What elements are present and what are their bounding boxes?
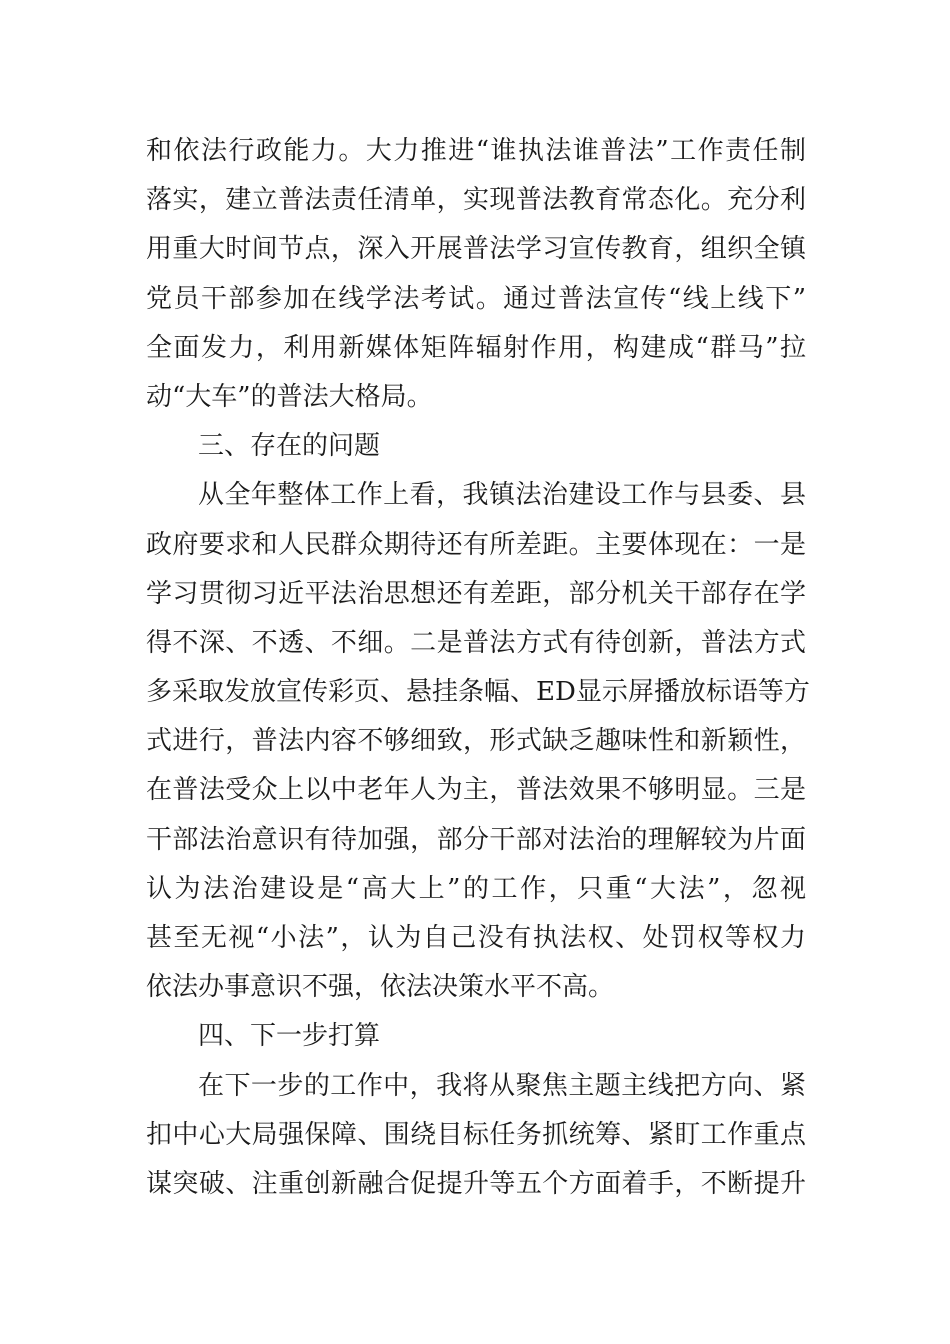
paragraph xyxy=(146,127,806,422)
heading-text: 三、存在的问题 xyxy=(198,431,381,462)
paragraph xyxy=(146,1062,806,1210)
text-line: 式进行，普法内容不够细致，形式缺乏趣味性和新颖性， xyxy=(146,726,806,757)
document-body xyxy=(146,127,810,1209)
text-line: 学习贯彻习近平法治思想还有差距，部分机关干部存在学 xyxy=(146,578,806,609)
text-line: 政府要求和人民群众期待还有所差距。主要体现在：一是 xyxy=(146,529,806,560)
text-line: 多采取发放宣传彩页、悬挂条幅、ED显示屏播放标语等方 xyxy=(146,677,810,708)
text-line: 得不深、不透、不细。二是普法方式有待创新，普法方式 xyxy=(146,627,806,658)
text-line: 干部法治意识有待加强，部分干部对法治的理解较为片面 xyxy=(146,824,806,855)
text-line: 党员干部参加在线学法考试。通过普法宣传“线上线下” xyxy=(146,283,806,314)
text-line: 认为法治建设是“高大上”的工作，只重“大法”，忽视 xyxy=(146,873,806,904)
text-line: 谋突破、注重创新融合促提升等五个方面着手，不断提升 xyxy=(146,1168,806,1199)
text-line: 在普法受众上以中老年人为主，普法效果不够明显。三是 xyxy=(146,775,806,806)
text-line: 全面发力，利用新媒体矩阵辐射作用，构建成“群马”拉 xyxy=(146,332,806,363)
section-heading-problems xyxy=(146,422,806,471)
text-line: 在下一步的工作中，我将从聚焦主题主线把方向、紧 xyxy=(198,1070,806,1101)
text-line: 扣中心大局强保障、围绕目标任务抓统筹、紧盯工作重点 xyxy=(146,1119,806,1150)
text-line: 依法办事意识不强，依法决策水平不高。 xyxy=(146,972,615,1003)
text-line: 落实，建立普法责任清单，实现普法教育常态化。充分利 xyxy=(146,185,806,216)
text-line: 用重大时间节点，深入开展普法学习宣传教育，组织全镇 xyxy=(146,234,806,265)
section-heading-next-steps xyxy=(146,1012,806,1061)
paragraph xyxy=(146,471,810,1012)
text-line: 甚至无视“小法”，认为自己没有执法权、处罚权等权力 xyxy=(146,923,806,953)
text-line: 从全年整体工作上看，我镇法治建设工作与县委、县 xyxy=(198,480,806,511)
text-line: 和依法行政能力。大力推进“谁执法谁普法”工作责任制 xyxy=(146,136,806,166)
text-line: 动“大车”的普法大格局。 xyxy=(146,381,433,412)
heading-text: 四、下一步打算 xyxy=(198,1021,381,1052)
